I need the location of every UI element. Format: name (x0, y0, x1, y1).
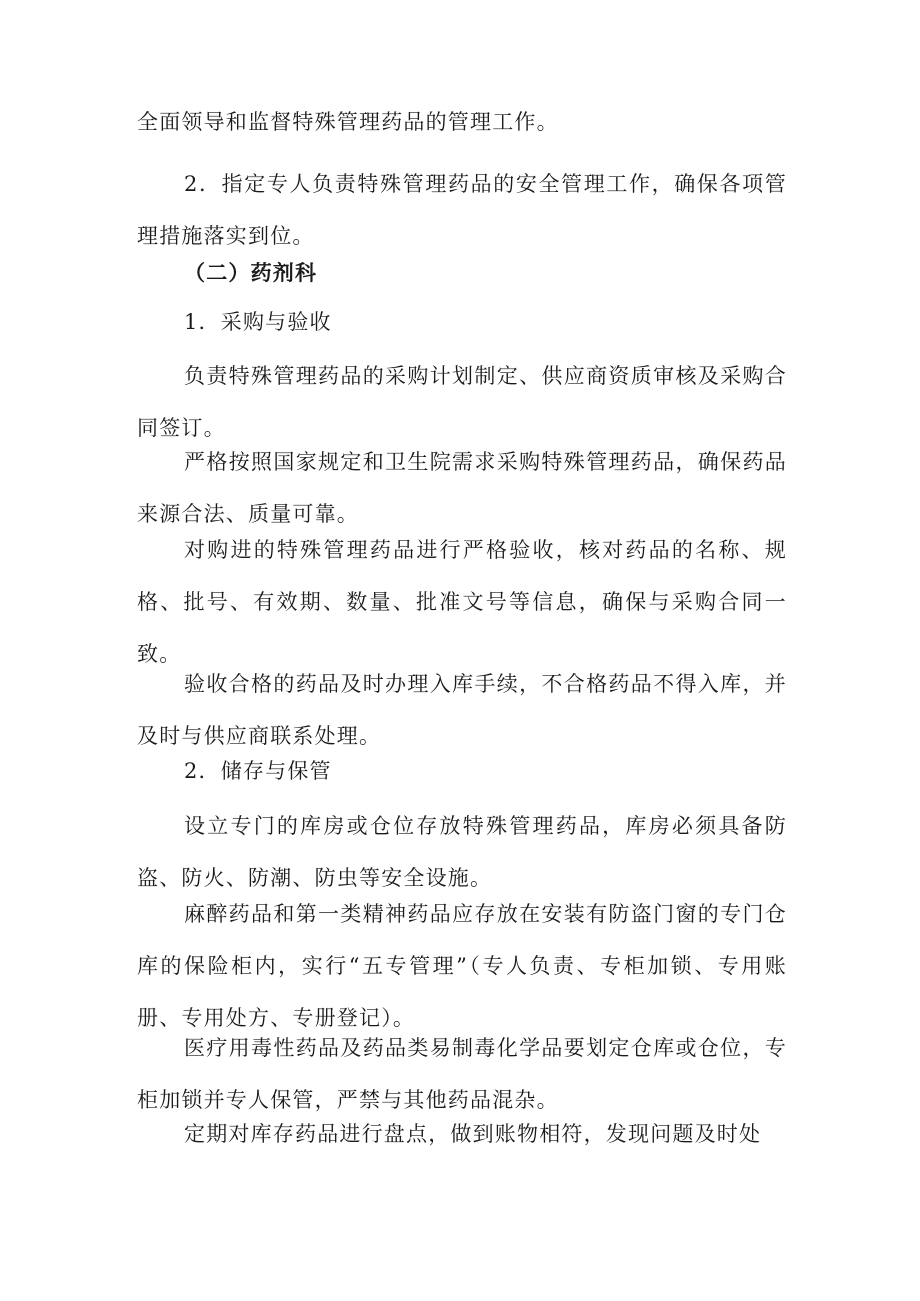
paragraph-inventory-check: 定期对库存药品进行盘点，做到账物相符，发现问题及时处 (184, 1122, 762, 1146)
paragraph-toxic-drugs-storage: 医疗用毒性药品及药品类易制毒化学品要划定仓库或仓位，专柜加锁并专人保管，严禁与其他药品混杂。 (137, 1036, 787, 1112)
subheading-storage: 2．储存与保管 (184, 759, 332, 783)
paragraph-designated-person: 2．指定专人负责特殊管理药品的安全管理工作，确保各项管理措施落实到位。 (137, 172, 787, 248)
paragraph-acceptance-check: 对购进的特殊管理药品进行严格验收，核对药品的名称、规格、批号、有效期、数量、批准文号等信息，确保与采购合同一致。 (137, 538, 787, 666)
section-heading-pharmacy: （二）药剂科 (184, 261, 318, 285)
paragraph-storage-entry: 验收合格的药品及时办理入库手续，不合格药品不得入库，并及时与供应商联系处理。 (137, 672, 787, 748)
paragraph-procurement-rules: 严格按照国家规定和卫生院需求采购特殊管理药品，确保药品来源合法、质量可靠。 (137, 450, 787, 526)
subheading-procurement: 1．采购与验收 (184, 310, 332, 334)
paragraph-narcotics-storage: 麻醉药品和第一类精神药品应存放在安装有防盗门窗的专门仓库的保险柜内，实行“五专管理”（专人负责、专柜加锁、专用账册、专用处方、专册登记）。 (137, 902, 787, 1030)
paragraph-leadership: 全面领导和监督特殊管理药品的管理工作。 (137, 110, 559, 134)
paragraph-warehouse-facilities: 设立专门的库房或仓位存放特殊管理药品，库房必须具备防盗、防火、防潮、防虫等安全设施。 (137, 814, 787, 890)
paragraph-procurement-plan: 负责特殊管理药品的采购计划制定、供应商资质审核及采购合同签订。 (137, 364, 787, 440)
